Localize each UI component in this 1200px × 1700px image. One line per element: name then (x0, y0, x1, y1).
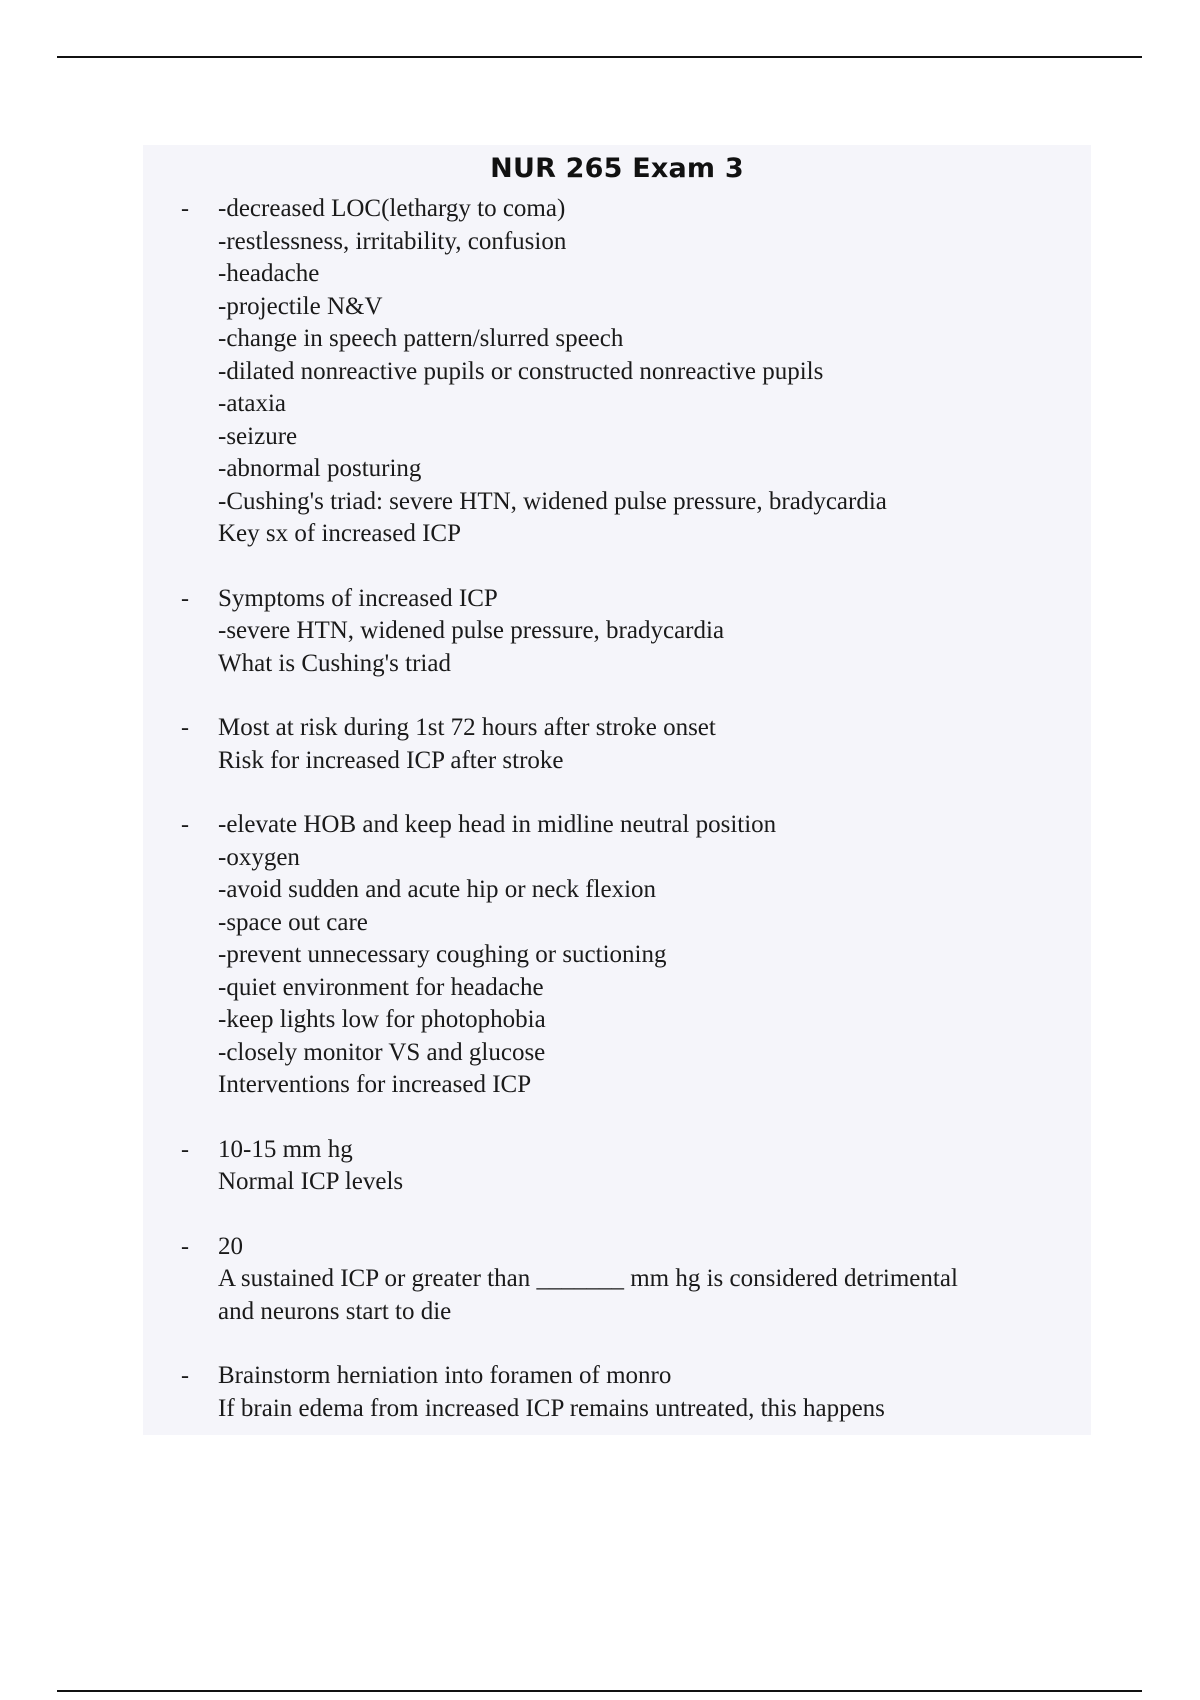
footer-rule (57, 1690, 1142, 1692)
card-line: -seizure (218, 422, 298, 450)
header-rule (57, 56, 1142, 58)
bullet-dash: - (181, 585, 189, 612)
card-line: -dilated nonreactive pupils or constructed nonreactive pupils (218, 357, 824, 385)
card-line: Brainstorm herniation into foramen of monro (218, 1362, 672, 1389)
card-line: 10-15 mm hg (218, 1135, 353, 1163)
card-line: -headache (218, 260, 320, 287)
card-term: A sustained ICP or greater than _______ mm hg is considered detrimental (218, 1265, 958, 1292)
card-line: -keep lights low for photophobia (218, 1006, 546, 1033)
card-line: -space out care (218, 908, 368, 936)
card-line: -quiet environment for headache (218, 973, 544, 1001)
card-line: -severe HTN, widened pulse pressure, bradycardia (218, 617, 725, 644)
card-line: -ataxia (218, 390, 287, 417)
document-body (143, 145, 1091, 1435)
flashcard (143, 583, 1091, 681)
card-line: Symptoms of increased ICP (218, 584, 498, 612)
flashcard (143, 1134, 1091, 1199)
card-line: -closely monitor VS and glucose (218, 1038, 546, 1066)
card-line: -projectile N&V (218, 292, 383, 320)
card-line: -change in speech pattern/slurred speech (218, 325, 624, 352)
flashcard (143, 809, 1091, 1102)
card-line: -prevent unnecessary coughing or suctioning (218, 941, 667, 968)
card-term: Key sx of increased ICP (218, 520, 461, 547)
bullet-dash: - (181, 196, 189, 222)
card-line: -restlessness, irritability, confusion (218, 227, 567, 255)
card-line: -Cushing's triad: severe HTN, widened pulse pressure, bradycardia (218, 487, 887, 515)
card-term: and neurons start to die (218, 1297, 452, 1325)
card-term: Interventions for increased ICP (218, 1071, 532, 1098)
flashcard-list (143, 193, 1091, 1425)
flashcard (143, 193, 1091, 551)
card-line: -abnormal posturing (218, 455, 422, 482)
page-title: NUR 265 Exam 3 (490, 153, 744, 184)
bullet-dash: - (181, 715, 189, 741)
bullet-dash: - (181, 1363, 189, 1389)
card-line: Most at risk during 1st 72 hours after stroke onset (218, 714, 716, 741)
flashcard (143, 712, 1091, 777)
flashcard (143, 1231, 1091, 1329)
card-line: -oxygen (218, 843, 300, 871)
flashcard (143, 1360, 1091, 1425)
card-term: Normal ICP levels (218, 1168, 404, 1195)
bullet-dash: - (181, 1136, 189, 1163)
card-term: Risk for increased ICP after stroke (218, 746, 564, 774)
card-line: -elevate HOB and keep head in midline neutral position (218, 811, 777, 838)
card-term: What is Cushing's triad (218, 649, 451, 677)
card-line: -avoid sudden and acute hip or neck flexion (218, 876, 657, 903)
card-line: -decreased LOC(lethargy to coma) (218, 195, 566, 222)
card-term: If brain edema from increased ICP remains untreated, this happens (218, 1394, 885, 1422)
bullet-dash: - (181, 812, 189, 838)
bullet-dash: - (181, 1233, 189, 1260)
card-line: 20 (218, 1232, 243, 1260)
